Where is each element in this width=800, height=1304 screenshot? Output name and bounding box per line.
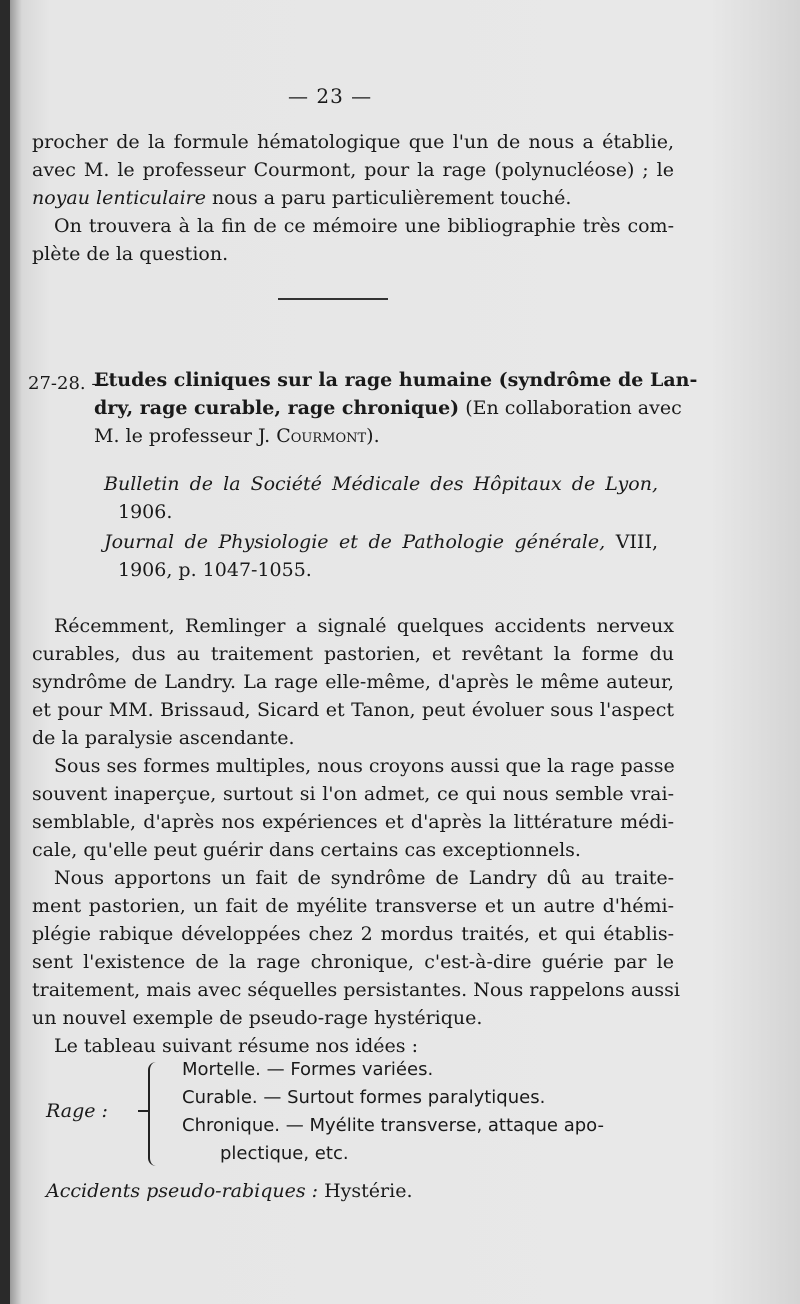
page-number: — 23 — (288, 84, 373, 108)
body-line: sent l'existence de la rage chronique, c'est-à-dire guérie par le (32, 951, 674, 973)
text-line: On trouvera à la fin de ce mémoire une bibliographie très com- (54, 215, 674, 237)
body-line: Sous ses formes multiples, nous croyons aussi que la rage passe (54, 755, 675, 777)
text-line: avec M. le professeur Courmont, pour la rage (polynucléose) ; le (32, 159, 674, 181)
body-line: Récemment, Remlinger a signalé quelques accidents nerveux (54, 615, 674, 637)
reference-detail: 1906, p. 1047-1055. (118, 559, 312, 581)
text-fragment: nous a paru particulièrement touché. (205, 187, 572, 209)
accidents-label: Accidents pseudo-rabiques : (46, 1180, 319, 1202)
collab-line (94, 422, 662, 450)
body-line: cale, qu'elle peut guérir dans certains cas exceptionnels. (32, 839, 581, 861)
body-line: traitement, mais avec séquelles persistantes. Nous rappelons aussi (32, 979, 680, 1001)
text-line: plète de la question. (32, 243, 229, 265)
body-line: semblable, d'après nos expériences et d'après la littérature médi- (32, 811, 674, 833)
brace-tip (138, 1110, 150, 1112)
reference-detail: 1906. (118, 501, 173, 523)
title-fragment: dry, rage curable, rage chronique) (94, 397, 460, 419)
accidents-line (46, 1180, 412, 1202)
option-line: Curable. — Surtout formes paralytiques. (182, 1087, 546, 1108)
reference-journal: Bulletin de la Société Médicale des Hôpitaux de Lyon, (104, 473, 658, 495)
collab-prefix: M. le professeur J. (94, 425, 277, 447)
italic-term: noyau lenticulaire (32, 187, 206, 209)
title-line: Etudes cliniques sur la rage humaine (syndrôme de Lan- (94, 369, 698, 391)
body-line: syndrôme de Landry. La rage elle-même, d'après le même auteur, (32, 671, 674, 693)
option-line: Mortelle. — Formes variées. (182, 1059, 434, 1080)
reference-volume: VIII, (605, 531, 658, 553)
author-name: Courmont (276, 425, 367, 447)
scanned-page (10, 0, 800, 1304)
section-divider (278, 298, 388, 300)
reference-journal: Journal de Physiologie et de Pathologie générale, (104, 531, 606, 553)
body-line: ment pastorien, un fait de myélite transverse et un autre d'hémi- (32, 895, 674, 917)
reference-journal-line (104, 528, 658, 556)
title-fragment: (En collaboration avec (459, 397, 682, 419)
body-line: de la paralysie ascendante. (32, 727, 295, 749)
rage-label: Rage : (46, 1100, 108, 1122)
references (104, 470, 658, 584)
body-line: curables, dus au traitement pastorien, et revêtant la forme du (32, 643, 674, 665)
body-paragraphs (32, 612, 680, 1060)
option-line: plectique, etc. (220, 1143, 349, 1164)
intro-paragraph (32, 128, 674, 268)
body-line: et pour MM. Brissaud, Sicard et Tanon, peut évoluer sous l'aspect (32, 699, 674, 721)
entry-number: 27-28. — (28, 373, 110, 394)
rage-options (182, 1056, 662, 1168)
text-line: procher de la formule hématologique que l'un de nous a établie, (32, 131, 674, 153)
brace-icon (148, 1062, 160, 1166)
option-line: Chronique. — Myélite transverse, attaque apo- (182, 1115, 604, 1136)
body-line: plégie rabique développées chez 2 mordus traités, et qui établis- (32, 923, 674, 945)
accidents-value: Hystérie. (318, 1180, 413, 1202)
body-line: souvent inaperçue, surtout si l'on admet, ce qui nous semble vrai- (32, 783, 674, 805)
text-line (32, 184, 674, 212)
entry-title (94, 366, 698, 450)
collab-suffix: ). (366, 425, 380, 447)
body-line: Nous apportons un fait de syndrôme de Landry dû au traite- (54, 867, 674, 889)
title-line (94, 394, 682, 422)
body-line: un nouvel exemple de pseudo-rage hystérique. (32, 1007, 483, 1029)
body-line: Le tableau suivant résume nos idées : (54, 1035, 418, 1057)
